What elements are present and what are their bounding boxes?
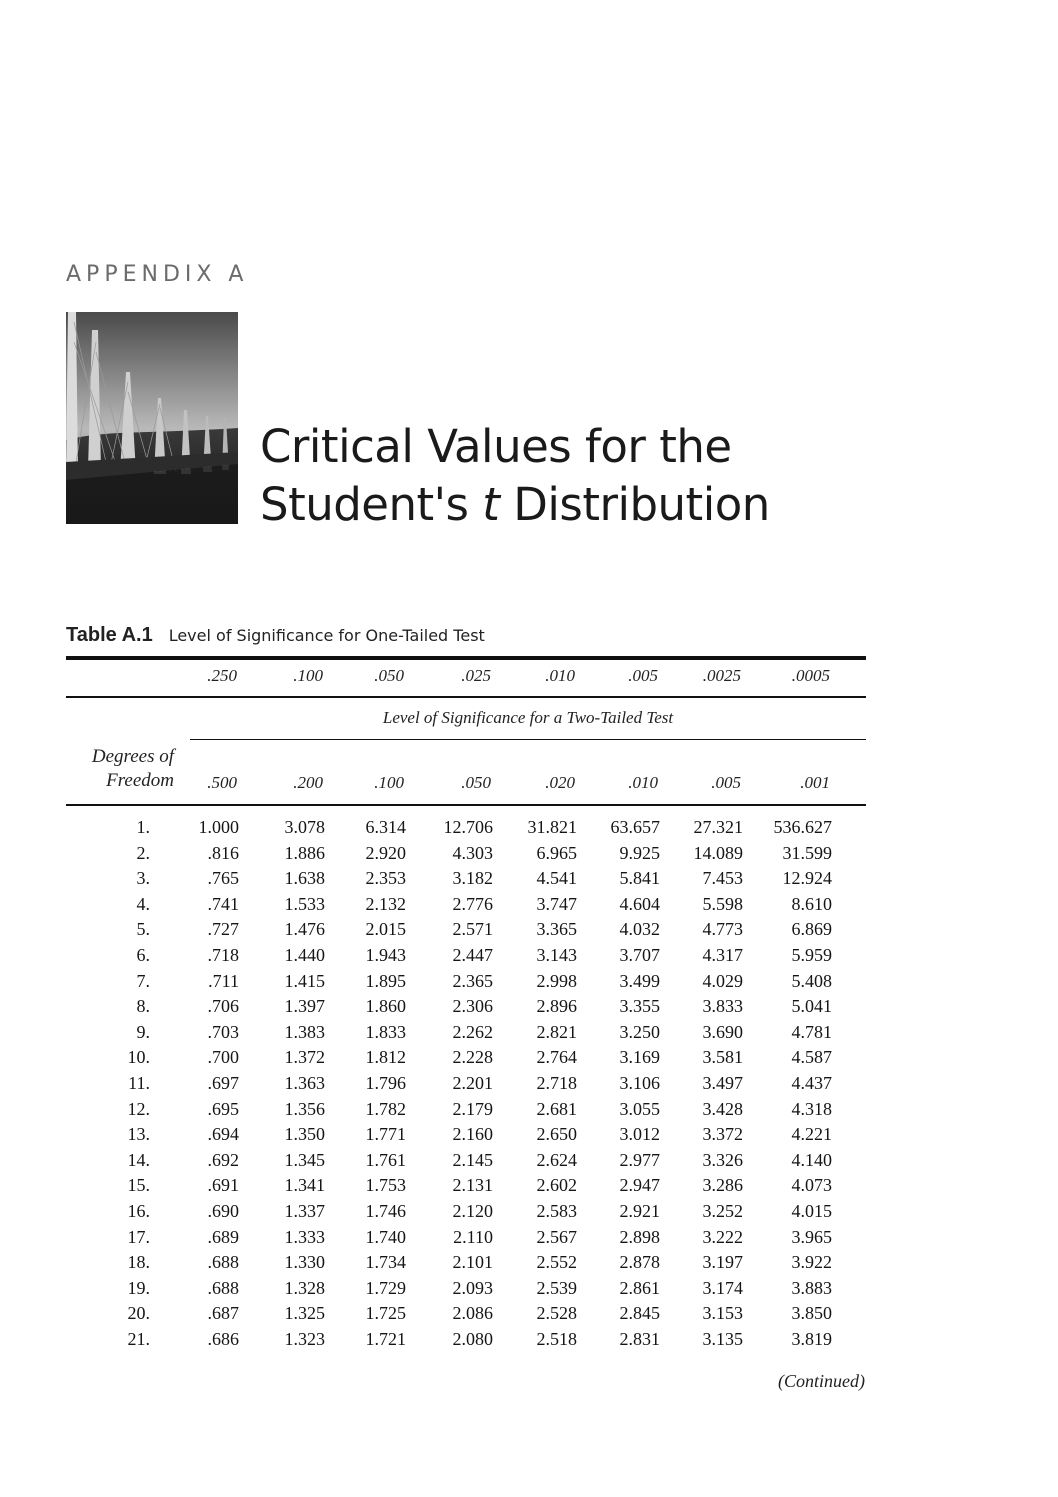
critical-value-cell: 12.924 bbox=[782, 868, 832, 888]
one-tailed-level: .100 bbox=[293, 666, 323, 685]
degrees-of-freedom-cell: 5. bbox=[136, 919, 150, 939]
header-rule-2 bbox=[190, 739, 866, 740]
critical-value-cell: 3.922 bbox=[791, 1252, 832, 1272]
degrees-of-freedom-cell: 10. bbox=[127, 1047, 150, 1067]
degrees-of-freedom-cell: 3. bbox=[136, 868, 150, 888]
critical-value-cell: 2.080 bbox=[452, 1329, 493, 1349]
critical-value-cell: 3.965 bbox=[791, 1227, 832, 1247]
critical-value-cell: .686 bbox=[207, 1329, 239, 1349]
critical-value-cell: .687 bbox=[207, 1303, 239, 1323]
critical-value-cell: 1.812 bbox=[365, 1047, 406, 1067]
critical-value-cell: 2.093 bbox=[452, 1278, 493, 1298]
header-rule-3 bbox=[66, 804, 866, 806]
critical-value-cell: 1.725 bbox=[365, 1303, 406, 1323]
critical-value-cell: 4.781 bbox=[791, 1022, 832, 1042]
critical-value-cell: 3.747 bbox=[536, 894, 577, 914]
critical-value-cell: 2.110 bbox=[453, 1227, 493, 1247]
critical-value-cell: 4.029 bbox=[702, 971, 743, 991]
critical-value-cell: 2.365 bbox=[452, 971, 493, 991]
degrees-of-freedom-cell: 2. bbox=[136, 843, 150, 863]
critical-value-cell: 1.415 bbox=[284, 971, 325, 991]
critical-value-cell: 2.921 bbox=[619, 1201, 660, 1221]
critical-value-cell: 1.721 bbox=[365, 1329, 406, 1349]
critical-value-cell: 2.650 bbox=[536, 1124, 577, 1144]
critical-value-cell: 3.355 bbox=[619, 996, 660, 1016]
critical-value-cell: 2.120 bbox=[452, 1201, 493, 1221]
critical-value-cell: .695 bbox=[207, 1099, 239, 1119]
degrees-of-freedom-cell: 17. bbox=[127, 1227, 150, 1247]
critical-value-cell: 2.898 bbox=[619, 1227, 660, 1247]
one-tailed-level: .025 bbox=[461, 666, 491, 685]
degrees-of-freedom-cell: 21. bbox=[127, 1329, 150, 1349]
critical-value-cell: 4.587 bbox=[791, 1047, 832, 1067]
critical-value-cell: 1.356 bbox=[284, 1099, 325, 1119]
critical-value-cell: 6.869 bbox=[791, 919, 832, 939]
title-line-2 bbox=[260, 476, 770, 534]
two-tailed-level: .050 bbox=[461, 773, 491, 792]
critical-value-cell: 3.428 bbox=[702, 1099, 743, 1119]
critical-value-cell: 1.323 bbox=[284, 1329, 325, 1349]
critical-value-cell: 2.086 bbox=[452, 1303, 493, 1323]
critical-value-cell: 2.602 bbox=[536, 1175, 577, 1195]
one-tailed-level: .0025 bbox=[702, 666, 741, 685]
critical-value-cell: 1.886 bbox=[284, 843, 325, 863]
critical-value-cell: 4.317 bbox=[702, 945, 743, 965]
critical-value-cell: 3.055 bbox=[619, 1099, 660, 1119]
one-tailed-level: .010 bbox=[545, 666, 575, 685]
dof-heading-line-1: Degrees of bbox=[91, 746, 174, 767]
critical-value-cell: 2.861 bbox=[619, 1278, 660, 1298]
critical-value-cell: 2.101 bbox=[452, 1252, 493, 1272]
bridge-photo bbox=[66, 312, 238, 524]
critical-value-cell: 27.321 bbox=[693, 817, 743, 837]
critical-value-cell: 9.925 bbox=[619, 843, 660, 863]
degrees-of-freedom-cell: 11. bbox=[128, 1073, 150, 1093]
critical-value-cell: 2.447 bbox=[452, 945, 493, 965]
critical-value-cell: 1.533 bbox=[284, 894, 325, 914]
critical-value-cell: 3.833 bbox=[702, 996, 743, 1016]
critical-value-cell: 1.638 bbox=[284, 868, 325, 888]
continued-note: (Continued) bbox=[778, 1371, 865, 1391]
critical-value-cell: .741 bbox=[207, 894, 239, 914]
table-caption bbox=[66, 624, 485, 647]
degrees-of-freedom-cell: 1. bbox=[136, 817, 150, 837]
critical-value-cell: 12.706 bbox=[443, 817, 493, 837]
header-rule-1 bbox=[66, 696, 866, 698]
critical-value-cell: 5.408 bbox=[791, 971, 832, 991]
degrees-of-freedom-cell: 9. bbox=[136, 1022, 150, 1042]
critical-value-cell: 2.998 bbox=[536, 971, 577, 991]
critical-value-cell: 2.179 bbox=[452, 1099, 493, 1119]
critical-value-cell: 1.746 bbox=[365, 1201, 406, 1221]
critical-value-cell: 3.690 bbox=[702, 1022, 743, 1042]
critical-value-cell: 2.624 bbox=[536, 1150, 577, 1170]
critical-value-cell: 1.000 bbox=[198, 817, 239, 837]
one-tailed-level: .250 bbox=[207, 666, 237, 685]
critical-value-cell: 3.286 bbox=[702, 1175, 743, 1195]
appendix-label: APPENDIX A bbox=[66, 262, 249, 287]
title-line-2-pre: Student's bbox=[260, 478, 483, 531]
two-tailed-level: .005 bbox=[711, 773, 741, 792]
critical-value-cell: 2.353 bbox=[365, 868, 406, 888]
one-tailed-level: .050 bbox=[374, 666, 404, 685]
critical-value-cell: 4.773 bbox=[702, 919, 743, 939]
critical-value-cell: 4.604 bbox=[619, 894, 660, 914]
degrees-of-freedom-cell: 14. bbox=[127, 1150, 150, 1170]
critical-value-cell: 2.583 bbox=[536, 1201, 577, 1221]
table-caption-text: Level of Significance for One-Tailed Test bbox=[168, 626, 485, 645]
critical-value-cell: .727 bbox=[207, 919, 239, 939]
critical-value-cell: 5.041 bbox=[791, 996, 832, 1016]
critical-value-cell: 3.581 bbox=[702, 1047, 743, 1067]
critical-value-cell: 2.518 bbox=[536, 1329, 577, 1349]
critical-value-cell: 31.599 bbox=[782, 843, 832, 863]
critical-value-cell: .688 bbox=[207, 1278, 239, 1298]
critical-value-cell: 1.330 bbox=[284, 1252, 325, 1272]
degrees-of-freedom-cell: 18. bbox=[127, 1252, 150, 1272]
critical-value-cell: 1.761 bbox=[365, 1150, 406, 1170]
critical-value-cell: 3.174 bbox=[702, 1278, 743, 1298]
critical-value-cell: 1.440 bbox=[284, 945, 325, 965]
critical-value-cell: 7.453 bbox=[702, 868, 743, 888]
critical-value-cell: 1.833 bbox=[365, 1022, 406, 1042]
title-line-2-post: Distribution bbox=[499, 478, 770, 531]
critical-value-cell: 3.197 bbox=[702, 1252, 743, 1272]
one-tailed-level: .0005 bbox=[791, 666, 830, 685]
critical-value-cell: 1.943 bbox=[365, 945, 406, 965]
critical-value-cell: 4.015 bbox=[791, 1201, 832, 1221]
critical-value-cell: .711 bbox=[208, 971, 239, 991]
critical-value-cell: 1.328 bbox=[284, 1278, 325, 1298]
critical-value-cell: 5.959 bbox=[791, 945, 832, 965]
critical-value-cell: 1.796 bbox=[365, 1073, 406, 1093]
critical-value-cell: 2.681 bbox=[536, 1099, 577, 1119]
critical-value-cell: .688 bbox=[207, 1252, 239, 1272]
critical-value-cell: 3.012 bbox=[619, 1124, 660, 1144]
critical-value-cell: 3.143 bbox=[536, 945, 577, 965]
critical-value-cell: .816 bbox=[207, 843, 239, 863]
critical-value-cell: 2.845 bbox=[619, 1303, 660, 1323]
critical-value-cell: 1.476 bbox=[284, 919, 325, 939]
critical-value-cell: .692 bbox=[207, 1150, 239, 1170]
two-tailed-level: .200 bbox=[293, 773, 323, 792]
critical-value-cell: 3.252 bbox=[702, 1201, 743, 1221]
critical-value-cell: 4.140 bbox=[791, 1150, 832, 1170]
critical-value-cell: 3.222 bbox=[702, 1227, 743, 1247]
table-label: Table A.1 bbox=[66, 624, 153, 646]
critical-value-cell: 1.729 bbox=[365, 1278, 406, 1298]
degrees-of-freedom-cell: 4. bbox=[136, 894, 150, 914]
critical-value-cell: 6.314 bbox=[365, 817, 406, 837]
critical-value-cell: 5.598 bbox=[702, 894, 743, 914]
degrees-of-freedom-cell: 6. bbox=[136, 945, 150, 965]
critical-value-cell: 1.771 bbox=[365, 1124, 406, 1144]
critical-value-cell: 2.831 bbox=[619, 1329, 660, 1349]
critical-value-cell: 2.552 bbox=[536, 1252, 577, 1272]
critical-value-cell: .690 bbox=[207, 1201, 239, 1221]
critical-value-cell: .700 bbox=[207, 1047, 239, 1067]
critical-value-cell: 4.541 bbox=[536, 868, 577, 888]
critical-value-cell: .697 bbox=[207, 1073, 239, 1093]
degrees-of-freedom-cell: 13. bbox=[127, 1124, 150, 1144]
critical-value-cell: 1.337 bbox=[284, 1201, 325, 1221]
critical-value-cell: 6.965 bbox=[536, 843, 577, 863]
critical-value-cell: 2.131 bbox=[452, 1175, 493, 1195]
critical-value-cell: 2.764 bbox=[536, 1047, 577, 1067]
critical-value-cell: 2.947 bbox=[619, 1175, 660, 1195]
critical-value-cell: 1.782 bbox=[365, 1099, 406, 1119]
critical-value-cell: 2.776 bbox=[452, 894, 493, 914]
critical-value-cell: 1.325 bbox=[284, 1303, 325, 1323]
two-tailed-heading: Level of Significance for a Two-Tailed Test bbox=[382, 708, 674, 727]
critical-value-cell: 2.306 bbox=[452, 996, 493, 1016]
title-t-symbol: t bbox=[482, 478, 500, 531]
critical-value-cell: 3.372 bbox=[702, 1124, 743, 1144]
critical-value-cell: 3.182 bbox=[452, 868, 493, 888]
critical-value-cell: .718 bbox=[207, 945, 239, 965]
critical-value-cell: 1.895 bbox=[365, 971, 406, 991]
critical-value-cell: 3.135 bbox=[702, 1329, 743, 1349]
dof-heading-line-2: Freedom bbox=[106, 770, 174, 791]
critical-value-cell: 31.821 bbox=[527, 817, 577, 837]
critical-value-cell: 4.318 bbox=[791, 1099, 832, 1119]
one-tailed-level: .005 bbox=[628, 666, 658, 685]
critical-value-cell: 2.821 bbox=[536, 1022, 577, 1042]
critical-value-cell: 2.528 bbox=[536, 1303, 577, 1323]
critical-value-cell: 2.718 bbox=[536, 1073, 577, 1093]
critical-value-cell: 1.740 bbox=[365, 1227, 406, 1247]
critical-value-cell: 3.499 bbox=[619, 971, 660, 991]
two-tailed-level: .500 bbox=[207, 773, 237, 792]
critical-value-cell: 3.819 bbox=[791, 1329, 832, 1349]
critical-value-cell: 1.383 bbox=[284, 1022, 325, 1042]
critical-value-cell: .694 bbox=[207, 1124, 239, 1144]
critical-value-cell: 63.657 bbox=[610, 817, 660, 837]
degrees-of-freedom-cell: 12. bbox=[127, 1099, 150, 1119]
critical-value-cell: 536.627 bbox=[773, 817, 832, 837]
critical-value-cell: 3.078 bbox=[284, 817, 325, 837]
critical-value-cell: 3.883 bbox=[791, 1278, 832, 1298]
critical-value-cell: 14.089 bbox=[693, 843, 743, 863]
critical-value-cell: 1.341 bbox=[284, 1175, 325, 1195]
critical-value-cell: 2.539 bbox=[536, 1278, 577, 1298]
critical-value-cell: 2.015 bbox=[365, 919, 406, 939]
critical-value-cell: .691 bbox=[207, 1175, 239, 1195]
critical-value-cell: 1.397 bbox=[284, 996, 325, 1016]
top-rule bbox=[66, 656, 866, 660]
critical-value-cell: 4.032 bbox=[619, 919, 660, 939]
critical-value-cell: 1.350 bbox=[284, 1124, 325, 1144]
critical-value-cell: 2.228 bbox=[452, 1047, 493, 1067]
critical-value-cell: 1.734 bbox=[365, 1252, 406, 1272]
critical-value-cell: .689 bbox=[207, 1227, 239, 1247]
critical-value-cell: 5.841 bbox=[619, 868, 660, 888]
two-tailed-level: .001 bbox=[800, 773, 830, 792]
critical-value-cell: 4.221 bbox=[791, 1124, 832, 1144]
page-title bbox=[260, 418, 770, 534]
critical-value-cell: 1.860 bbox=[365, 996, 406, 1016]
critical-value-cell: 2.567 bbox=[536, 1227, 577, 1247]
critical-value-cell: 3.153 bbox=[702, 1303, 743, 1323]
critical-value-cell: 1.753 bbox=[365, 1175, 406, 1195]
critical-value-cell: 2.145 bbox=[452, 1150, 493, 1170]
critical-value-cell: 1.345 bbox=[284, 1150, 325, 1170]
critical-value-cell: 2.160 bbox=[452, 1124, 493, 1144]
critical-value-cell: .703 bbox=[207, 1022, 239, 1042]
critical-value-cell: 3.707 bbox=[619, 945, 660, 965]
critical-value-cell: 3.365 bbox=[536, 919, 577, 939]
critical-value-cell: 3.326 bbox=[702, 1150, 743, 1170]
critical-value-cell: 2.201 bbox=[452, 1073, 493, 1093]
critical-value-cell: 2.896 bbox=[536, 996, 577, 1016]
critical-value-cell: 3.250 bbox=[619, 1022, 660, 1042]
two-tailed-level: .100 bbox=[374, 773, 404, 792]
critical-value-cell: 4.437 bbox=[791, 1073, 832, 1093]
critical-value-cell: 4.073 bbox=[791, 1175, 832, 1195]
degrees-of-freedom-cell: 20. bbox=[127, 1303, 150, 1323]
degrees-of-freedom-cell: 19. bbox=[127, 1278, 150, 1298]
critical-value-cell: 3.169 bbox=[619, 1047, 660, 1067]
title-line-1: Critical Values for the bbox=[260, 420, 732, 473]
two-tailed-level: .010 bbox=[628, 773, 658, 792]
critical-value-cell: 1.363 bbox=[284, 1073, 325, 1093]
critical-value-cell: 1.372 bbox=[284, 1047, 325, 1067]
critical-value-cell: 2.132 bbox=[365, 894, 406, 914]
critical-value-cell: 2.571 bbox=[452, 919, 493, 939]
critical-value-cell: .765 bbox=[207, 868, 239, 888]
critical-value-cell: 3.497 bbox=[702, 1073, 743, 1093]
critical-value-cell: 2.920 bbox=[365, 843, 406, 863]
degrees-of-freedom-cell: 8. bbox=[136, 996, 150, 1016]
critical-value-cell: 3.106 bbox=[619, 1073, 660, 1093]
critical-value-cell: .706 bbox=[207, 996, 239, 1016]
critical-value-cell: 3.850 bbox=[791, 1303, 832, 1323]
degrees-of-freedom-cell: 16. bbox=[127, 1201, 150, 1221]
critical-value-cell: 4.303 bbox=[452, 843, 493, 863]
critical-value-cell: 2.262 bbox=[452, 1022, 493, 1042]
two-tailed-level: .020 bbox=[545, 773, 575, 792]
critical-value-cell: 8.610 bbox=[791, 894, 832, 914]
critical-value-cell: 2.977 bbox=[619, 1150, 660, 1170]
degrees-of-freedom-cell: 7. bbox=[136, 971, 150, 991]
degrees-of-freedom-cell: 15. bbox=[127, 1175, 150, 1195]
critical-value-cell: 2.878 bbox=[619, 1252, 660, 1272]
critical-value-cell: 1.333 bbox=[284, 1227, 325, 1247]
